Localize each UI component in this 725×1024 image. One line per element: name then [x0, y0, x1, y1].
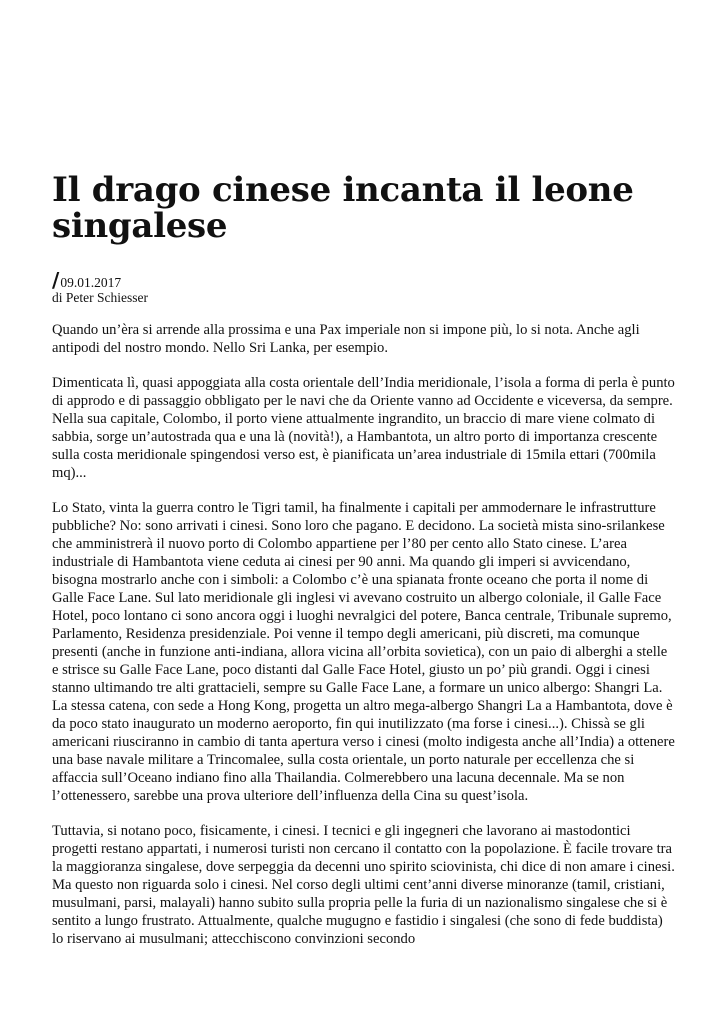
paragraph: Tuttavia, si notano poco, fisicamente, i cinesi. I tecnici e gli ingegneri che lavorano ai mastodontici progetti restano appartati, i numerosi turisti non cercano il contatto con la popolazione. È facile trovare tra la maggioranza singalese, dove serpeggia da decenni uno spirito sciovinista, chi dice di non amare i cinesi. Ma questo non riguarda solo i cinesi. Nel corso degli ultimi cent’anni diverse minoranze (tamil, cristiani, musulmani, parsi, malayali) hanno subito sulla propria pelle la furia di un nazionalismo singalese che si è sentito a lungo frustrato. Attualmente, qualche mugugno e fastidio i singalesi (che sono di fede buddista) lo riservano ai musulmani; attecchiscono convinzioni secondo — [52, 823, 675, 947]
author-byline: di Peter Schiesser — [52, 290, 148, 305]
article-title: Il drago cinese incanta il leone singalese — [52, 170, 634, 246]
publish-date: 09.01.2017 — [60, 275, 122, 290]
article-body — [52, 321, 677, 965]
paragraph: Lo Stato, vinta la guerra contro le Tigri tamil, ha finalmente i capitali per ammodernare le infrastrutture pubbliche? No: sono arrivati i cinesi. Sono loro che pagano. E decidono. La società mista sino-srilankese che amministrerà il nuovo porto di Colombo appartiene per l’80 per cento allo Stato cinese. L’area industriale di Hambantota viene ceduta ai cinesi per 90 anni. Ma quando gli imperi si avvicendano, bisogna mostrarlo anche con i simboli: a Colombo c’è una spianata fronte oceano che porta il nome di Galle Face Lane. Sul lato meridionale gli inglesi vi avevano costruito un albergo coloniale, il Galle Face Hotel, poco lontano ci sono ancora oggi i luoghi nevralgici del potere, Banca centrale, Tribunale supremo, Parlamento, Residenza presidenziale. Poi venne il tempo degli americani, più discreti, ma comunque presenti (anche in funzione anti-indiana, allora vicina all’orbita sovietica), con un paio di alberghi a stelle e strisce su Galle Face Lane, poco distanti dal Galle Face Hotel, giusto un po’ più grandi. Oggi i cinesi stanno ultimando tre alti grattacieli, sempre su Galle Face Lane, a formare un unico albergo: Shangri La. La stessa catena, con sede a Hong Kong, progetta un altro mega-albergo Shangri La a Hambantota, dove è da poco stato inaugurato un moderno aeroporto, fin qui inutilizzato (ma forse i cinesi...). Chissà se gli americani riusciranno in cambio di tanta apertura verso i cinesi (molto indigesta anche all’India) a ottenere una base navale militare a Trincomalee, sulla costa orientale, un porto naturale per eccellenza che si affaccia sull’Oceano indiano fino alla Thailandia. Colmerebbero una lacuna decennale. Ma se non l’ottenessero, sarebbe una prova ulteriore dell’influenza della Cina su quest’isola. — [52, 500, 675, 804]
article-meta — [52, 268, 677, 305]
meta-slash-icon: / — [52, 268, 60, 292]
paragraph: Quando un’èra si arrende alla prossima e una Pax imperiale non si impone più, lo si nota. Anche agli antipodi del nostro mondo. Nello Sri Lanka, per esempio. — [52, 322, 640, 356]
paragraph: Dimenticata lì, quasi appoggiata alla costa orientale dell’India meridionale, l’isola a forma di perla è punto di approdo e di passaggio obbligato per le navi che da Oriente vanno ad Occidente e viceversa, da sempre. Nella sua capitale, Colombo, il porto viene attualmente ingrandito, un braccio di mare viene colmato di sabbia, sorge un’autostrada qua e una là (novità!), a Hambantota, un altro porto di importanza crescente sulla costa meridionale spingendosi verso est, è pianificata un’area industriale di 15mila ettari (700mila mq)... — [52, 375, 675, 481]
date-line — [52, 268, 677, 292]
